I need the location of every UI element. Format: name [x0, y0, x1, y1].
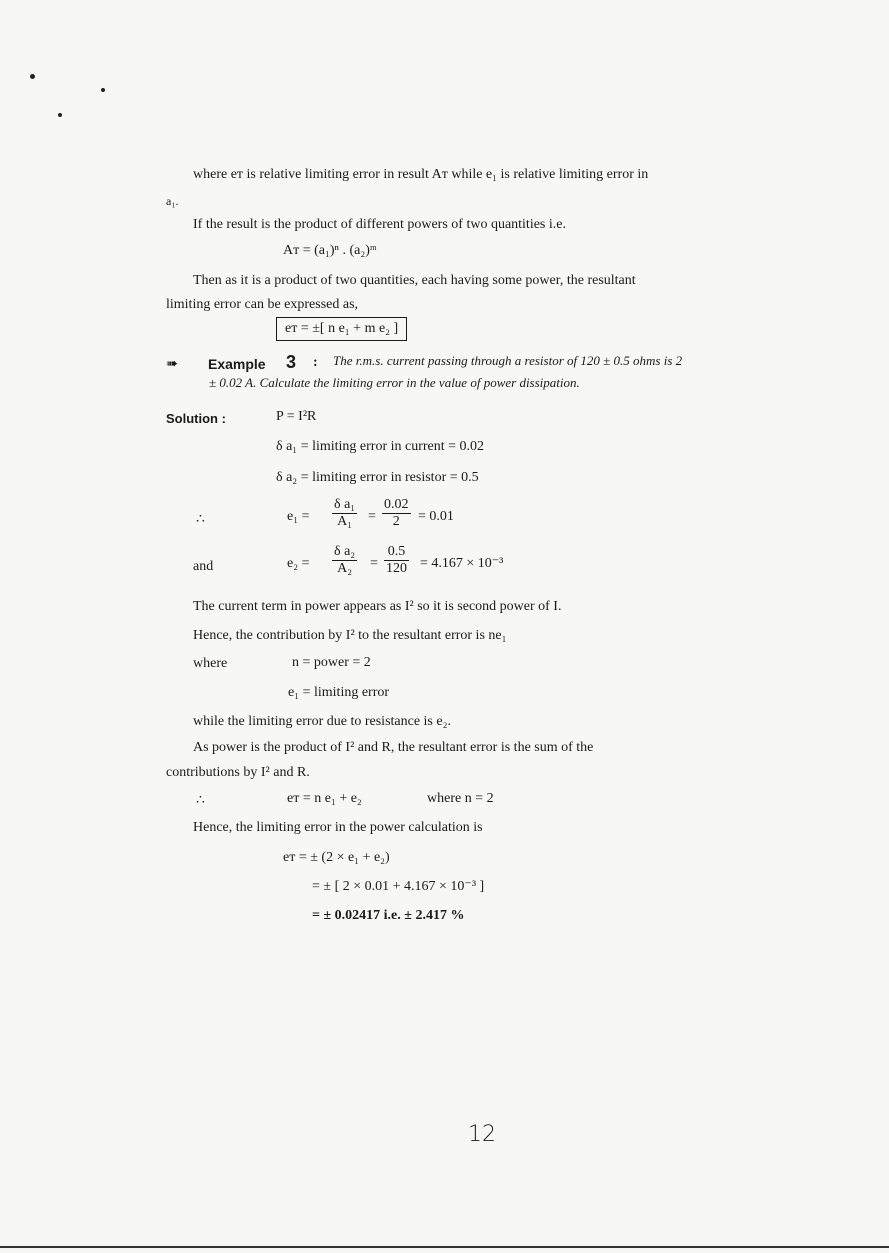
solution-label: Solution : — [166, 411, 226, 426]
text-line: Then as it is a product of two quantities, each having some power, the resultant — [193, 273, 636, 288]
text-line: Hence, the limiting error in the power calculation is — [193, 820, 483, 835]
text-line: a₁. — [166, 194, 179, 208]
example-label: Example — [208, 356, 266, 372]
text-line: where eᴛ is relative limiting error in result Aᴛ while e₁ is relative limiting error in — [193, 167, 649, 182]
therefore-symbol: ∴ — [196, 512, 205, 527]
equation-result: = 4.167 × 10⁻³ — [420, 556, 504, 571]
equation: Aᴛ = (a₁)ⁿ . (a₂)ᵐ — [283, 243, 377, 258]
equals-sign: = — [370, 556, 378, 571]
text-line: As power is the product of I² and R, the resultant error is the sum of the — [193, 740, 594, 755]
therefore-symbol: ∴ — [196, 793, 205, 808]
denominator: A₂ — [337, 561, 353, 576]
equation-result: = 0.01 — [418, 509, 454, 524]
final-answer: = ± 0.02417 i.e. ± 2.417 % — [312, 908, 465, 923]
equation-lhs: e₁ = — [287, 509, 310, 524]
fraction — [382, 497, 411, 530]
equation: eᴛ = ± (2 × e₁ + e₂) — [283, 850, 390, 865]
page-edge — [0, 1246, 889, 1248]
and-label: and — [193, 559, 214, 574]
denominator: A₁ — [337, 514, 353, 529]
example-arrow-icon: ➠ — [166, 355, 178, 371]
equation: eᴛ = n e₁ + e₂ — [287, 791, 362, 806]
example-colon: : — [313, 355, 318, 370]
denominator: 2 — [392, 514, 400, 529]
boxed-equation: eᴛ = ±[ n e₁ + m e₂ ] — [276, 317, 407, 341]
equation-note: where n = 2 — [427, 791, 494, 806]
speck — [58, 113, 62, 117]
denominator: 120 — [386, 561, 407, 576]
text-line: while the limiting error due to resistance is e₂. — [193, 714, 451, 729]
text-line: The current term in power appears as I² so it is second power of I. — [193, 599, 562, 614]
text-line: Hence, the contribution by I² to the resultant error is ne₁ — [193, 628, 507, 643]
text-line: limiting error can be expressed as, — [166, 297, 359, 312]
speck — [101, 88, 105, 92]
numerator: 0.5 — [384, 544, 409, 561]
fraction — [384, 544, 409, 577]
fraction — [332, 497, 357, 530]
equation: δ a₂ = limiting error in resistor = 0.5 — [276, 470, 479, 485]
equation: = ± [ 2 × 0.01 + 4.167 × 10⁻³ ] — [312, 879, 485, 894]
numerator: δ a₁ — [334, 497, 356, 512]
example-text: The r.m.s. current passing through a resistor of 120 ± 0.5 ohms is 2 — [333, 353, 683, 368]
speck — [30, 74, 35, 79]
page-number: 12 — [468, 1122, 496, 1147]
equals-sign: = — [368, 509, 376, 524]
numerator: δ a₂ — [334, 544, 356, 559]
equation: δ a₁ = limiting error in current = 0.02 — [276, 439, 485, 454]
equation: n = power = 2 — [292, 655, 371, 670]
example-number: 3 — [286, 352, 297, 372]
example-text: ± 0.02 A. Calculate the limiting error in the value of power dissipation. — [209, 375, 580, 390]
numerator: 0.02 — [384, 497, 409, 512]
equation: e₁ = limiting error — [288, 685, 390, 700]
fraction — [332, 544, 357, 577]
equation: P = I²R — [276, 409, 317, 424]
text-line: If the result is the product of different powers of two quantities i.e. — [193, 217, 566, 232]
where-label: where — [193, 656, 228, 671]
text-line: contributions by I² and R. — [166, 765, 310, 780]
equation-lhs: e₂ = — [287, 556, 310, 571]
